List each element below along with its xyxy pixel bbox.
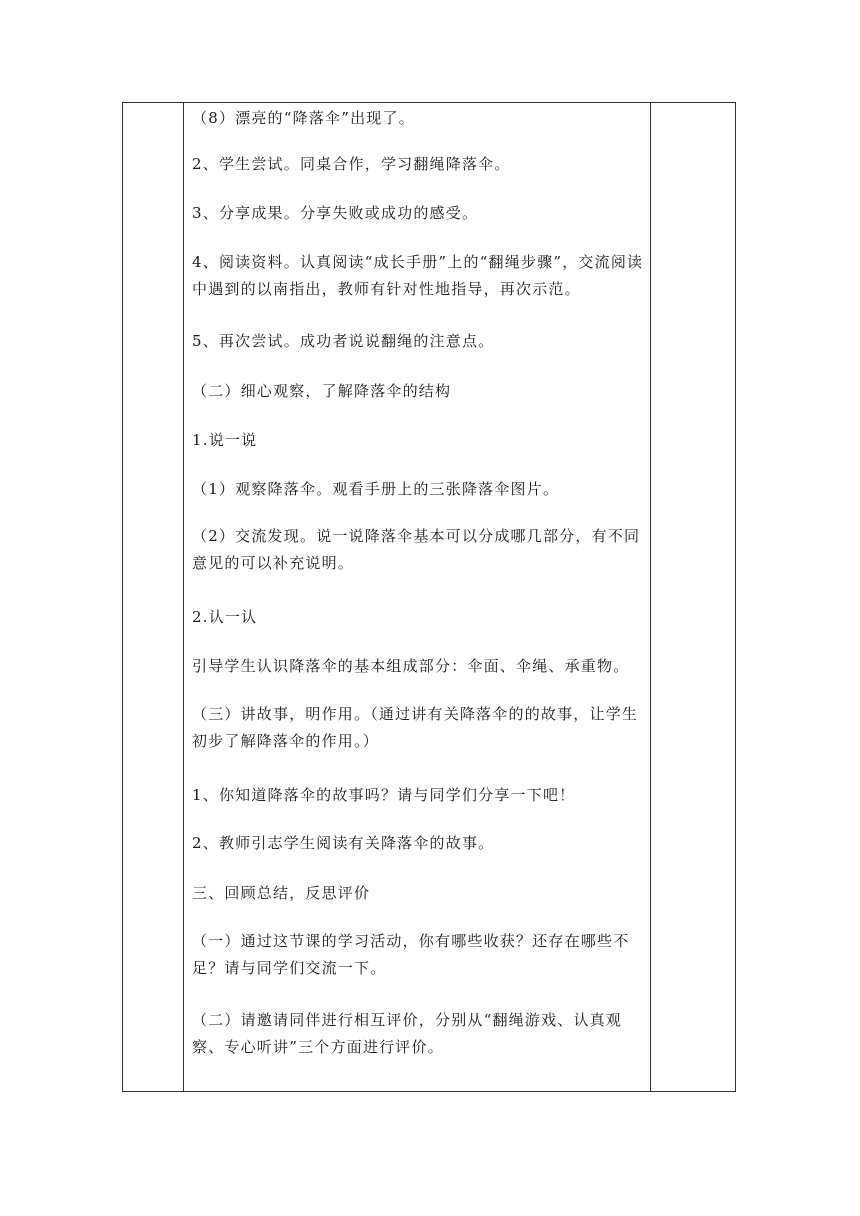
discuss-findings-text: （2）交流发现。说一说降落伞基本可以分成哪几部分，有不同意见的可以补充说明。 <box>192 527 641 572</box>
table-row <box>123 103 736 1092</box>
section-story-heading: （三）讲故事，明作用。（通过讲有关降落伞的的故事，让学生初步了解降落伞的作用。） <box>192 705 639 750</box>
lesson-plan-table <box>122 102 736 1092</box>
lesson-content <box>184 103 650 1091</box>
section-observe-heading: （二）细心观察，了解降落伞的结构 <box>192 382 452 400</box>
left-column-cell <box>123 103 184 1092</box>
student-try-text: 2、学生尝试。同桌合作，学习翻绳降落伞。 <box>192 155 511 173</box>
review-gains-text: （一）通过这节课的学习活动，你有哪些收获？还存在哪些不足？请与同学们交流一下。 <box>192 932 630 977</box>
step-8-text: （8）漂亮的“降落伞”出现了。 <box>192 109 415 127</box>
try-again-text: 5、再次尝试。成功者说说翻绳的注意点。 <box>192 332 495 350</box>
parachute-parts-text: 引导学生认识降落伞的基本组成部分：伞面、伞绳、承重物。 <box>192 657 630 675</box>
content-column-cell <box>184 103 651 1092</box>
read-materials-text: 4、阅读资料。认真阅读“成长手册”上的“翻绳步骤”，交流阅读中遇到的以南指出，教师有针对性地指导，再次示范。 <box>192 253 644 298</box>
story-question-text: 1、你知道降落伞的故事吗？请与同学们分享一下吧！ <box>192 786 576 804</box>
recognize-heading: 2.认一认 <box>192 608 258 626</box>
peer-evaluation-text: （二）请邀请同伴进行相互评价，分别从“翻绳游戏、认真观察、专心听讲”三个方面进行评价。 <box>192 1011 623 1056</box>
teacher-guide-text: 2、教师引志学生阅读有关降落伞的故事。 <box>192 834 495 852</box>
section-review-heading: 三、回顾总结，反思评价 <box>192 884 371 902</box>
right-column-cell <box>651 103 736 1092</box>
observe-parachute-text: （1）观察降落伞。观看手册上的三张降落伞图片。 <box>192 480 560 498</box>
share-results-text: 3、分享成果。分享失败或成功的感受。 <box>192 204 479 222</box>
say-it-heading: 1.说一说 <box>192 431 258 449</box>
